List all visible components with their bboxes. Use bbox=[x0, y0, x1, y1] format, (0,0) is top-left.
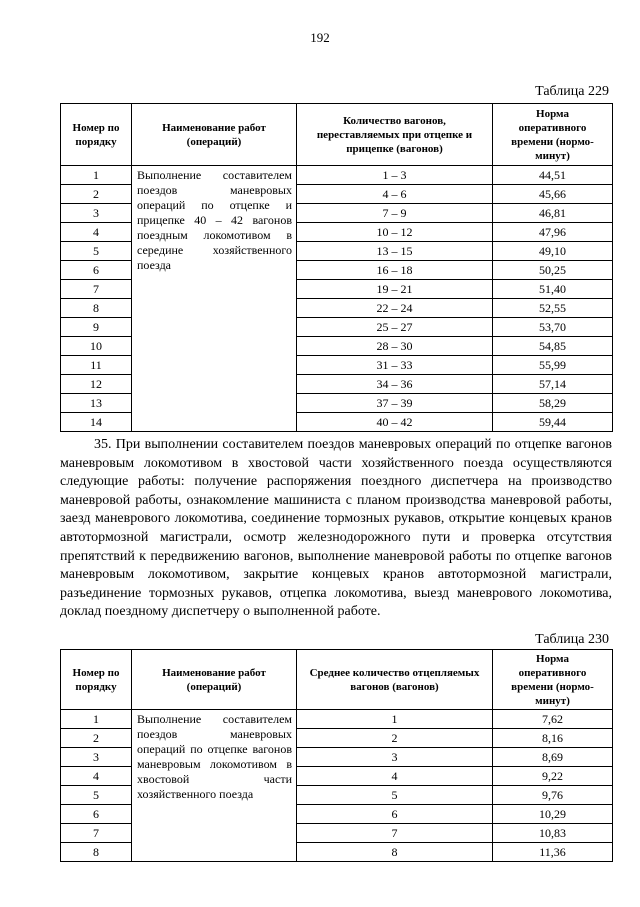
wagon-quantity: 10 – 12 bbox=[297, 223, 493, 242]
table-row bbox=[61, 710, 613, 729]
wagon-quantity: 8 bbox=[297, 843, 493, 862]
norm-time: 54,85 bbox=[493, 337, 613, 356]
row-number: 11 bbox=[61, 356, 132, 375]
header-number: Номер по порядку bbox=[61, 104, 132, 166]
wagon-quantity: 16 – 18 bbox=[297, 261, 493, 280]
header-number: Номер по порядку bbox=[61, 650, 132, 710]
header-operation: Наименование работ (операций) bbox=[132, 650, 297, 710]
norm-time: 10,29 bbox=[493, 805, 613, 824]
wagon-quantity: 5 bbox=[297, 786, 493, 805]
wagon-quantity: 7 – 9 bbox=[297, 204, 493, 223]
header-operation: Наименование работ (операций) bbox=[132, 104, 297, 166]
operation-description: Выполнение составителем поездов маневровых операций по отцепке вагонов маневровым локомотивом в хвостовой части хозяйственного поезда bbox=[132, 710, 297, 862]
table-229-caption: Таблица 229 bbox=[535, 84, 609, 99]
row-number: 1 bbox=[61, 710, 132, 729]
row-number: 4 bbox=[61, 767, 132, 786]
norm-time: 9,76 bbox=[493, 786, 613, 805]
row-number: 3 bbox=[61, 748, 132, 767]
wagon-quantity: 37 – 39 bbox=[297, 394, 493, 413]
header-norm: Норма оперативного времени (нормо-минут) bbox=[493, 104, 613, 166]
wagon-quantity: 19 – 21 bbox=[297, 280, 493, 299]
norm-time: 8,16 bbox=[493, 729, 613, 748]
wagon-quantity: 4 – 6 bbox=[297, 185, 493, 204]
norm-time: 10,83 bbox=[493, 824, 613, 843]
page-number: 192 bbox=[310, 30, 330, 45]
norm-time: 59,44 bbox=[493, 413, 613, 432]
wagon-quantity: 34 – 36 bbox=[297, 375, 493, 394]
row-number: 5 bbox=[61, 786, 132, 805]
norm-time: 47,96 bbox=[493, 223, 613, 242]
row-number: 2 bbox=[61, 185, 132, 204]
header-quantity: Количество вагонов, переставляемых при отцепке и прицепке (вагонов) bbox=[297, 104, 493, 166]
row-number: 10 bbox=[61, 337, 132, 356]
row-number: 7 bbox=[61, 280, 132, 299]
wagon-quantity: 13 – 15 bbox=[297, 242, 493, 261]
norm-time: 49,10 bbox=[493, 242, 613, 261]
norm-time: 45,66 bbox=[493, 185, 613, 204]
table-230-caption: Таблица 230 bbox=[535, 632, 609, 647]
wagon-quantity: 2 bbox=[297, 729, 493, 748]
norm-time: 46,81 bbox=[493, 204, 613, 223]
row-number: 7 bbox=[61, 824, 132, 843]
row-number: 9 bbox=[61, 318, 132, 337]
norm-time: 51,40 bbox=[493, 280, 613, 299]
norm-time: 11,36 bbox=[493, 843, 613, 862]
row-number: 14 bbox=[61, 413, 132, 432]
wagon-quantity: 25 – 27 bbox=[297, 318, 493, 337]
wagon-quantity: 31 – 33 bbox=[297, 356, 493, 375]
row-number: 6 bbox=[61, 805, 132, 824]
clause-35-paragraph: 35. При выполнении составителем поездов маневровых операций по отцепке вагонов маневровым локомотивом в хвостовой части хозяйственного поезда осуществляются следующие работы: получение распоряжения поездного диспетчера на производство маневровой работы, ознакомление машиниста с планом производства маневровой работы, заезд маневрового локомотива, соединение тормозных рукавов, открытие концевых кранов автотормозной магистрали, осмотр железнодорожного пути и проверка отсутствия препятствий к передвижению вагонов, выполнение маневровой работы по отцепке вагонов маневровым локомотивом, закрытие концевых кранов автотормозной магистрали, разъединение тормозных рукавов, отцепка локомотива, выезд маневрового локомотива, доклад поездному диспетчеру о выполненной работе. bbox=[60, 437, 612, 620]
norm-time: 53,70 bbox=[493, 318, 613, 337]
norm-time: 9,22 bbox=[493, 767, 613, 786]
norm-time: 55,99 bbox=[493, 356, 613, 375]
norm-time: 50,25 bbox=[493, 261, 613, 280]
wagon-quantity: 3 bbox=[297, 748, 493, 767]
norm-time: 58,29 bbox=[493, 394, 613, 413]
row-number: 8 bbox=[61, 299, 132, 318]
row-number: 2 bbox=[61, 729, 132, 748]
norm-time: 57,14 bbox=[493, 375, 613, 394]
row-number: 12 bbox=[61, 375, 132, 394]
row-number: 4 bbox=[61, 223, 132, 242]
norm-time: 7,62 bbox=[493, 710, 613, 729]
operation-description: Выполнение составителем поездов маневровых операций по отцепке и прицепке 40 – 42 вагонов поездным локомотивом в середине хозяйственного поезда bbox=[132, 166, 297, 432]
wagon-quantity: 7 bbox=[297, 824, 493, 843]
header-norm: Норма оперативного времени (нормо-минут) bbox=[493, 650, 613, 710]
norm-time: 8,69 bbox=[493, 748, 613, 767]
row-number: 5 bbox=[61, 242, 132, 261]
wagon-quantity: 28 – 30 bbox=[297, 337, 493, 356]
wagon-quantity: 22 – 24 bbox=[297, 299, 493, 318]
norm-time: 52,55 bbox=[493, 299, 613, 318]
norm-time: 44,51 bbox=[493, 166, 613, 185]
wagon-quantity: 6 bbox=[297, 805, 493, 824]
wagon-quantity: 1 bbox=[297, 710, 493, 729]
table-row bbox=[61, 166, 613, 185]
table-229 bbox=[60, 103, 613, 432]
row-number: 13 bbox=[61, 394, 132, 413]
wagon-quantity: 4 bbox=[297, 767, 493, 786]
row-number: 3 bbox=[61, 204, 132, 223]
wagon-quantity: 1 – 3 bbox=[297, 166, 493, 185]
row-number: 8 bbox=[61, 843, 132, 862]
header-quantity: Среднее количество отцепляемых вагонов (вагонов) bbox=[297, 650, 493, 710]
row-number: 6 bbox=[61, 261, 132, 280]
row-number: 1 bbox=[61, 166, 132, 185]
wagon-quantity: 40 – 42 bbox=[297, 413, 493, 432]
table-230 bbox=[60, 649, 613, 862]
